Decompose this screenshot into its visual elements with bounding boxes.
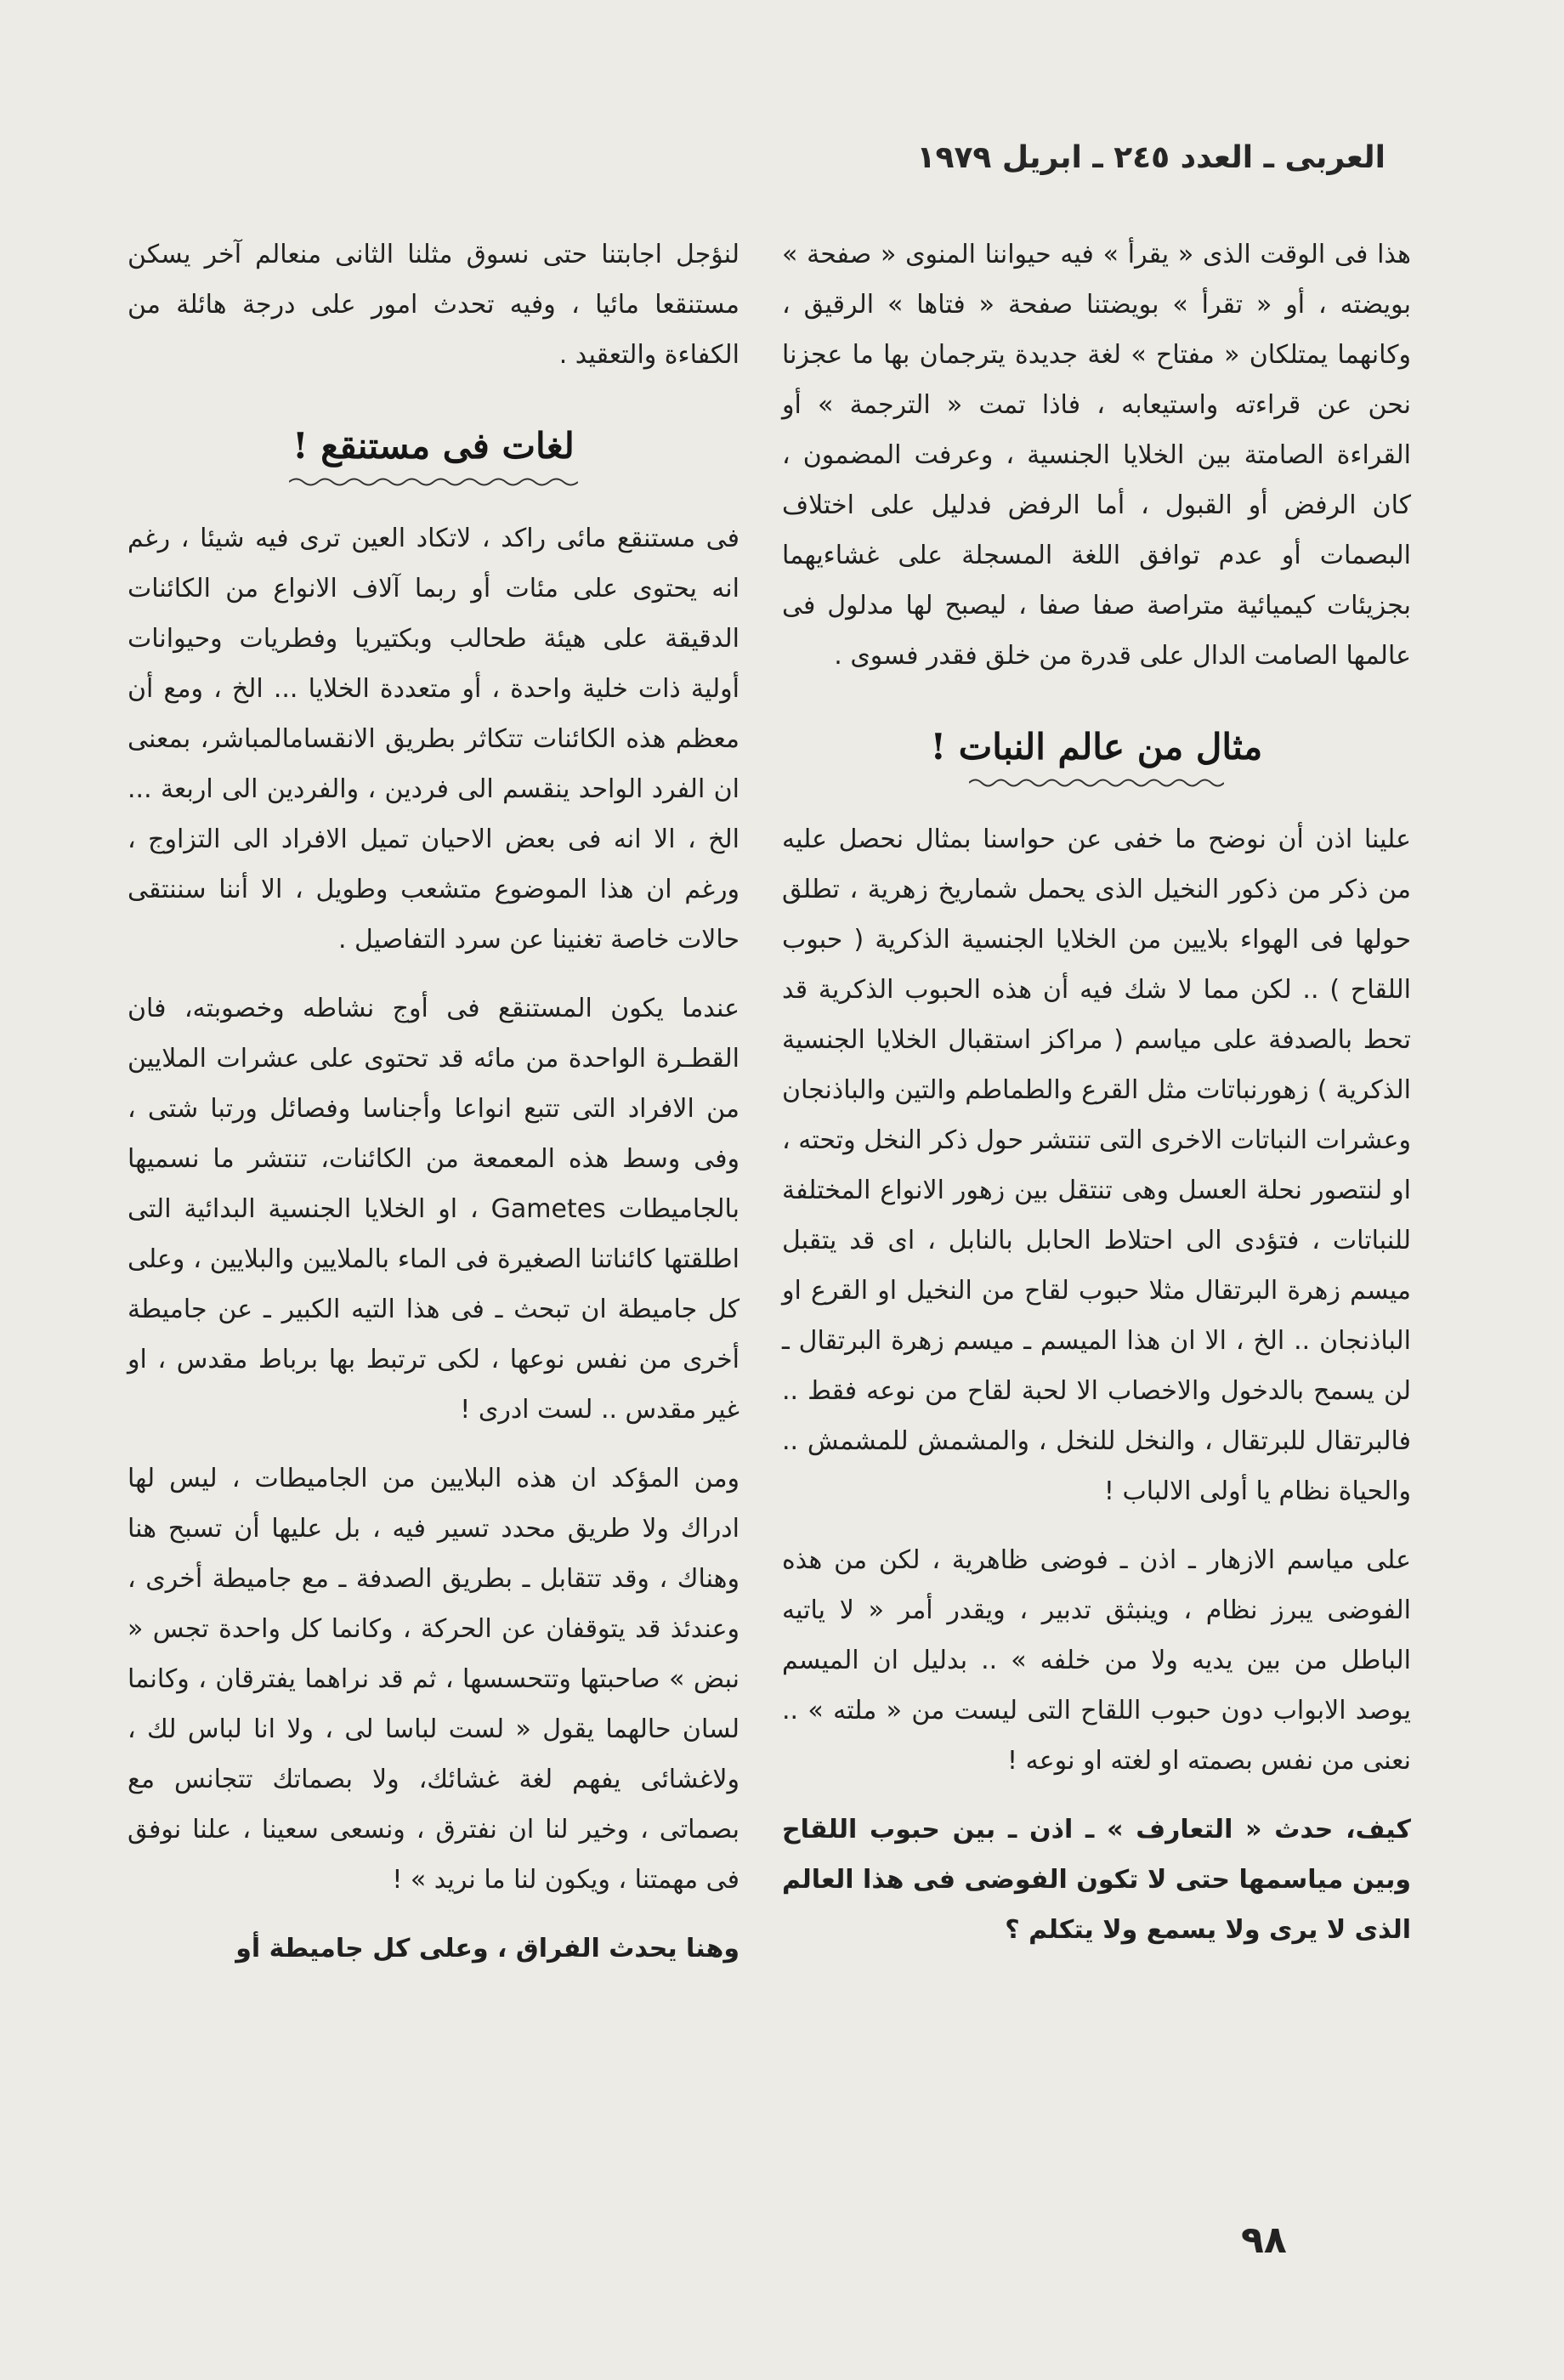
paragraph: لنؤجل اجابتنا حتى نسوق مثلنا الثانى منعالم آخر يسكن مستنقعا مائيا ، وفيه تحدث امور على درجة هائلة من الكفاءة والتعقيد . bbox=[128, 240, 740, 370]
left-column bbox=[128, 230, 740, 1992]
wavy-underline bbox=[969, 777, 1224, 789]
paragraph: هذا فى الوقت الذى « يقرأ » فيه حيواننا المنوى « صفحة » بويضته ، أو « تقرأ » بويضتنا صفحة « فتاها » الرقيق ، وكانهما يمتلكان « مفتاح » لغة جديدة يترجمان بها ما عجزنا نحن عن قراءته واستيعابه ، فاذا تمت « الترجمة » أو القراءة الصامتة بين الخلايا الجنسية ، وعرفت المضمون ، كان الرفض أو القبول ، أما الرفض فدليل على اختلاف البصمات أو عدم توافق اللغة المسجلة على غشاءيهما بجزيئات كيميائية متراصة صفا صفا ، ليصبح لها مدلول فى عالمها الصامت الدال على قدرة من خلق فقدر فسوى . bbox=[782, 240, 1411, 671]
right-column bbox=[782, 230, 1411, 1974]
paragraph: على مياسم الازهار ـ اذن ـ فوضى ظاهرية ، لكن من هذه الفوضى يبرز نظام ، وينبثق تدبير ، ويقدر أمر « لا ياتيه الباطل من بين يديه ولا من خلفه » .. بدليل ان الميسم يوصد الابواب دون حبوب اللقاح التى ليست من « ملته » .. نعنى من نفس بصمته او لغته او نوعه ! bbox=[782, 1545, 1411, 1776]
paragraph: وهنا يحدث الفراق ، وعلى كل جاميطة أو bbox=[235, 1934, 740, 1964]
paragraph: فى مستنقع مائى راكد ، لاتكاد العين ترى فيه شيئا ، رغم انه يحتوى على مئات أو ربما آلاف الانواع من الكائنات الدقيقة على هيئة طحالب وبكتيريا وفطريات وحيوانات أولية ذات خلية واحدة ، أو متعددة الخلايا ... الخ ، ومع أن معظم هذه الكائنات تتكاثر بطريق الانقسامالمباشر، بمعنى ان الفرد الواحد ينقسم الى فردين ، والفردين الى اربعة ... الخ ، الا انه فى بعض الاحيان تميل الافراد الى التزاوج ، ورغم ان هذا الموضوع متشعب وطويل ، الا أننا سننتقى حالات خاصة تغنينا عن سرد التفاصيل . bbox=[128, 524, 740, 955]
paragraph: كيف، حدث « التعارف » ـ اذن ـ بين حبوب اللقاح وبين مياسمها حتى لا تكون الفوضى فى هذا العالم الذى لا يرى ولا يسمع ولا يتكلم ؟ bbox=[782, 1815, 1411, 1945]
wavy-underline bbox=[289, 476, 578, 488]
paragraph: ومن المؤكد ان هذه البلايين من الجاميطات ، ليس لها ادراك ولا طريق محدد تسير فيه ، بل عليها أن تسبح هنا وهناك ، وقد تتقابل ـ بطريق الصدفة ـ مع جاميطة أخرى ، وعندئذ قد يتوقفان عن الحركة ، وكانما كل واحدة تجس « نبض » صاحبتها وتتحسسها ، ثم قد نراهما يفترقان ، وكانما لسان حالهما يقول « لست لباسا لى ، ولا انا لباس لك ، ولاغشائى يفهم لغة غشائك، ولا بصماتك تتجانس مع بصماتى ، وخير لنا ان نفترق ، ونسعى سعينا ، علنا نوفق فى مهمتنا ، ويكون لنا ما نريد » ! bbox=[128, 1464, 740, 1895]
page-number: ٩٨ bbox=[1241, 2218, 1287, 2262]
section-heading: مثال من عالم النبات ! bbox=[930, 726, 1263, 768]
page-header: العربى ـ العدد ٢٤٥ ـ ابريل ١٩٧٩ bbox=[916, 140, 1386, 175]
paragraph: عندما يكون المستنقع فى أوج نشاطه وخصوبته، فان القطـرة الواحدة من مائه قد تحتوى على عشرات الملايين من الافراد التى تتبع انواعا وأجناسا وفصائل ورتبا شتى ، وفى وسط هذه المعمعة من الكائنات، تنتشر ما نسميها بالجاميطات Gametes ، او الخلايا الجنسية البدائية التى اطلقتها كائناتنا الصغيرة فى الماء بالملايين والبلايين ، وعلى كل جاميطة ان تبحث ـ فى هذا التيه الكبير ـ عن جاميطة أخرى من نفس نوعها ، لكى ترتبط بها برباط مقدس ، او غير مقدس .. لست ادرى ! bbox=[128, 994, 740, 1425]
section-heading: لغات فى مستنقع ! bbox=[292, 425, 575, 467]
paragraph: علينا اذن أن نوضح ما خفى عن حواسنا بمثال نحصل عليه من ذكر من ذكور النخيل الذى يحمل شماريخ زهرية ، تطلق حولها فى الهواء بلايين من الخلايا الجنسية الذكرية ( حبوب اللقاح ) .. لكن مما لا شك فيه أن هذه الحبوب الذكرية قد تحط بالصدفة على مياسم ( مراكز استقبال الخلايا الجنسية الذكرية ) زهورنباتات مثل القرع والطماطم والتين والباذنجان وعشرات النباتات الاخرى التى تنتشر حول ذكر النخل وتحته ، او لنتصور نحلة العسل وهى تنتقل بين زهور الانواع المختلفة للنباتات ، فتؤدى الى احتلاط الحابل بالنابل ، اى قد يتقبل ميسم زهرة البرتقال مثلا حبوب لقاح من النخيل او القرع او الباذنجان .. الخ ، الا ان هذا الميسم ـ ميسم زهرة البرتقال ـ لن يسمح بالدخول والاخصاب الا لحبة لقاح من نوعه فقط .. فالبرتقال للبرتقال ، والنخل للنخل ، والمشمش للمشمش .. والحياة نظام يا أولى الالباب ! bbox=[782, 824, 1411, 1506]
